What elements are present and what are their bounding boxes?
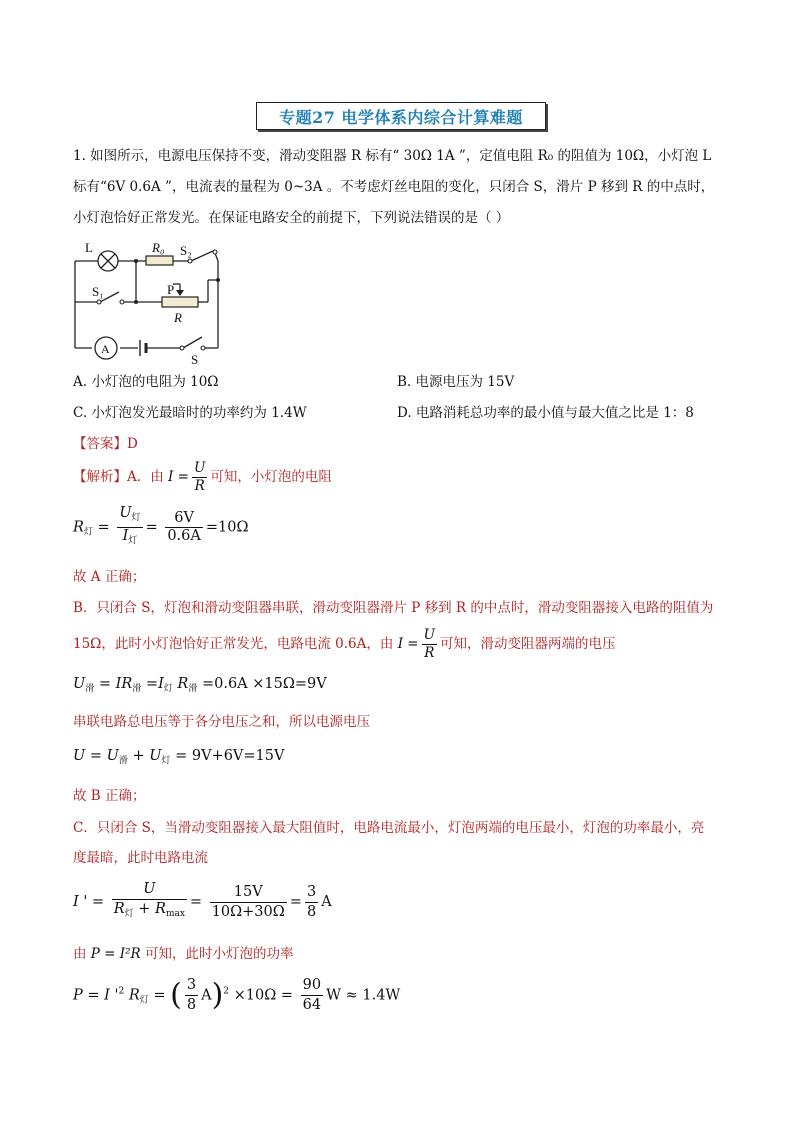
page-title: 专题27 电学体系内综合计算难题 (256, 102, 546, 130)
equation-lamp-resistance: $R_灯$ = $\frac{U_灯}{I_灯}$ = $\frac{6V}{0.6A}$ =10Ω (73, 505, 249, 546)
analysis-b-line-3: 串联电路总电压等于各分电压之和，所以电源电压 (73, 714, 370, 730)
analysis-c-line-2: 度最暗，此时电路电流 (73, 850, 208, 866)
label-s2: S₂ (180, 243, 192, 258)
analysis-c-line-3: 由 P = I²R 可知，此时小灯泡的功率 (73, 946, 294, 962)
label-s1: S₁ (92, 284, 104, 299)
analysis-a-intro: 【解析】A．由 I = $\frac{U}{R}$ 可知，小灯泡的电阻 (73, 460, 332, 494)
analysis-a-conclusion: 故 A 正确； (73, 569, 146, 585)
analysis-b-conclusion: 故 B 正确； (73, 788, 146, 804)
label-switch-s: S (191, 352, 199, 367)
answer-label: 【答案】D (73, 436, 138, 452)
equation-min-current: I ' = $\frac{U}{R_灯 + R_{max}}$ = $\frac{15V}{10\Omega+30\Omega}$ = $\frac{3}{8}$ A (73, 881, 332, 920)
battery-symbol (140, 340, 152, 356)
equation-source-voltage: $U = U_滑 + U_灯 = 9V+6V=15V$ (73, 748, 285, 766)
slider-arrow-icon (176, 290, 184, 296)
analysis-label: 【解析】 (73, 469, 127, 485)
lamp-symbol (98, 251, 118, 271)
question-line-1: 1. 如图所示，电源电压保持不变，滑动变阻器 R 标有“ 30Ω 1A ”，定值电阻 R₀ 的阻值为 10Ω，小灯泡 L (73, 148, 712, 164)
choice-a: A. 小灯泡的电阻为 10Ω (73, 374, 219, 390)
rheostat-r (162, 297, 198, 307)
label-lamp: L (85, 240, 93, 255)
equation-rheostat-voltage: $U_滑 = IR_滑 =I_灯$ $R_滑 =0.6A \times 15\Omega=9V$ (73, 676, 327, 694)
resistor-r0 (146, 256, 173, 265)
question-line-3: 小灯泡恰好正常发光。在保证电路安全的前提下，下列说法错误的是（ ） (73, 210, 510, 226)
choice-d: D. 电路消耗总功率的最小值与最大值之比是 1：8 (397, 405, 694, 421)
label-ammeter: A (101, 342, 110, 356)
question-line-2: 标有“6V 0.6A ”，电流表的量程为 0~3A 。不考虑灯丝电阻的变化，只闭合 S，滑片 P 移到 R 的中点时， (73, 179, 715, 195)
equation-lamp-power: P = I '$^2$ $R_灯$ = ( $\frac{3}{8}$ A)$^2$ ×10Ω = $\frac{90}{64}$ W ≈ 1.4W (73, 977, 401, 1013)
choice-b: B. 电源电压为 15V (397, 374, 515, 390)
ohm-law-fraction: $\frac{U}{R}$ (193, 460, 206, 494)
choice-c: C. 小灯泡发光最暗时的功率约为 1.4W (73, 405, 307, 421)
label-r0: R₀ (152, 240, 165, 255)
analysis-c-line-1: C．只闭合 S，当滑动变阻器接入最大阻值时，电路电流最小，灯泡两端的电压最小，灯泡的功率最小，亮 (73, 820, 705, 836)
analysis-b-line-2: 15Ω，此时小灯泡恰好正常发光，电路电流 0.6A，由 I = $\frac{U}{R}$ 可知，滑动变阻器两端的电压 (73, 627, 616, 661)
label-slider-p: P (167, 282, 175, 297)
label-rheostat: R (174, 310, 182, 325)
circuit-diagram (70, 240, 240, 372)
analysis-b-line-1: B．只闭合 S，灯泡和滑动变阻器串联，滑动变阻器滑片 P 移到 R 的中点时，滑动变阻器接入电路的阻值为 (73, 600, 714, 616)
